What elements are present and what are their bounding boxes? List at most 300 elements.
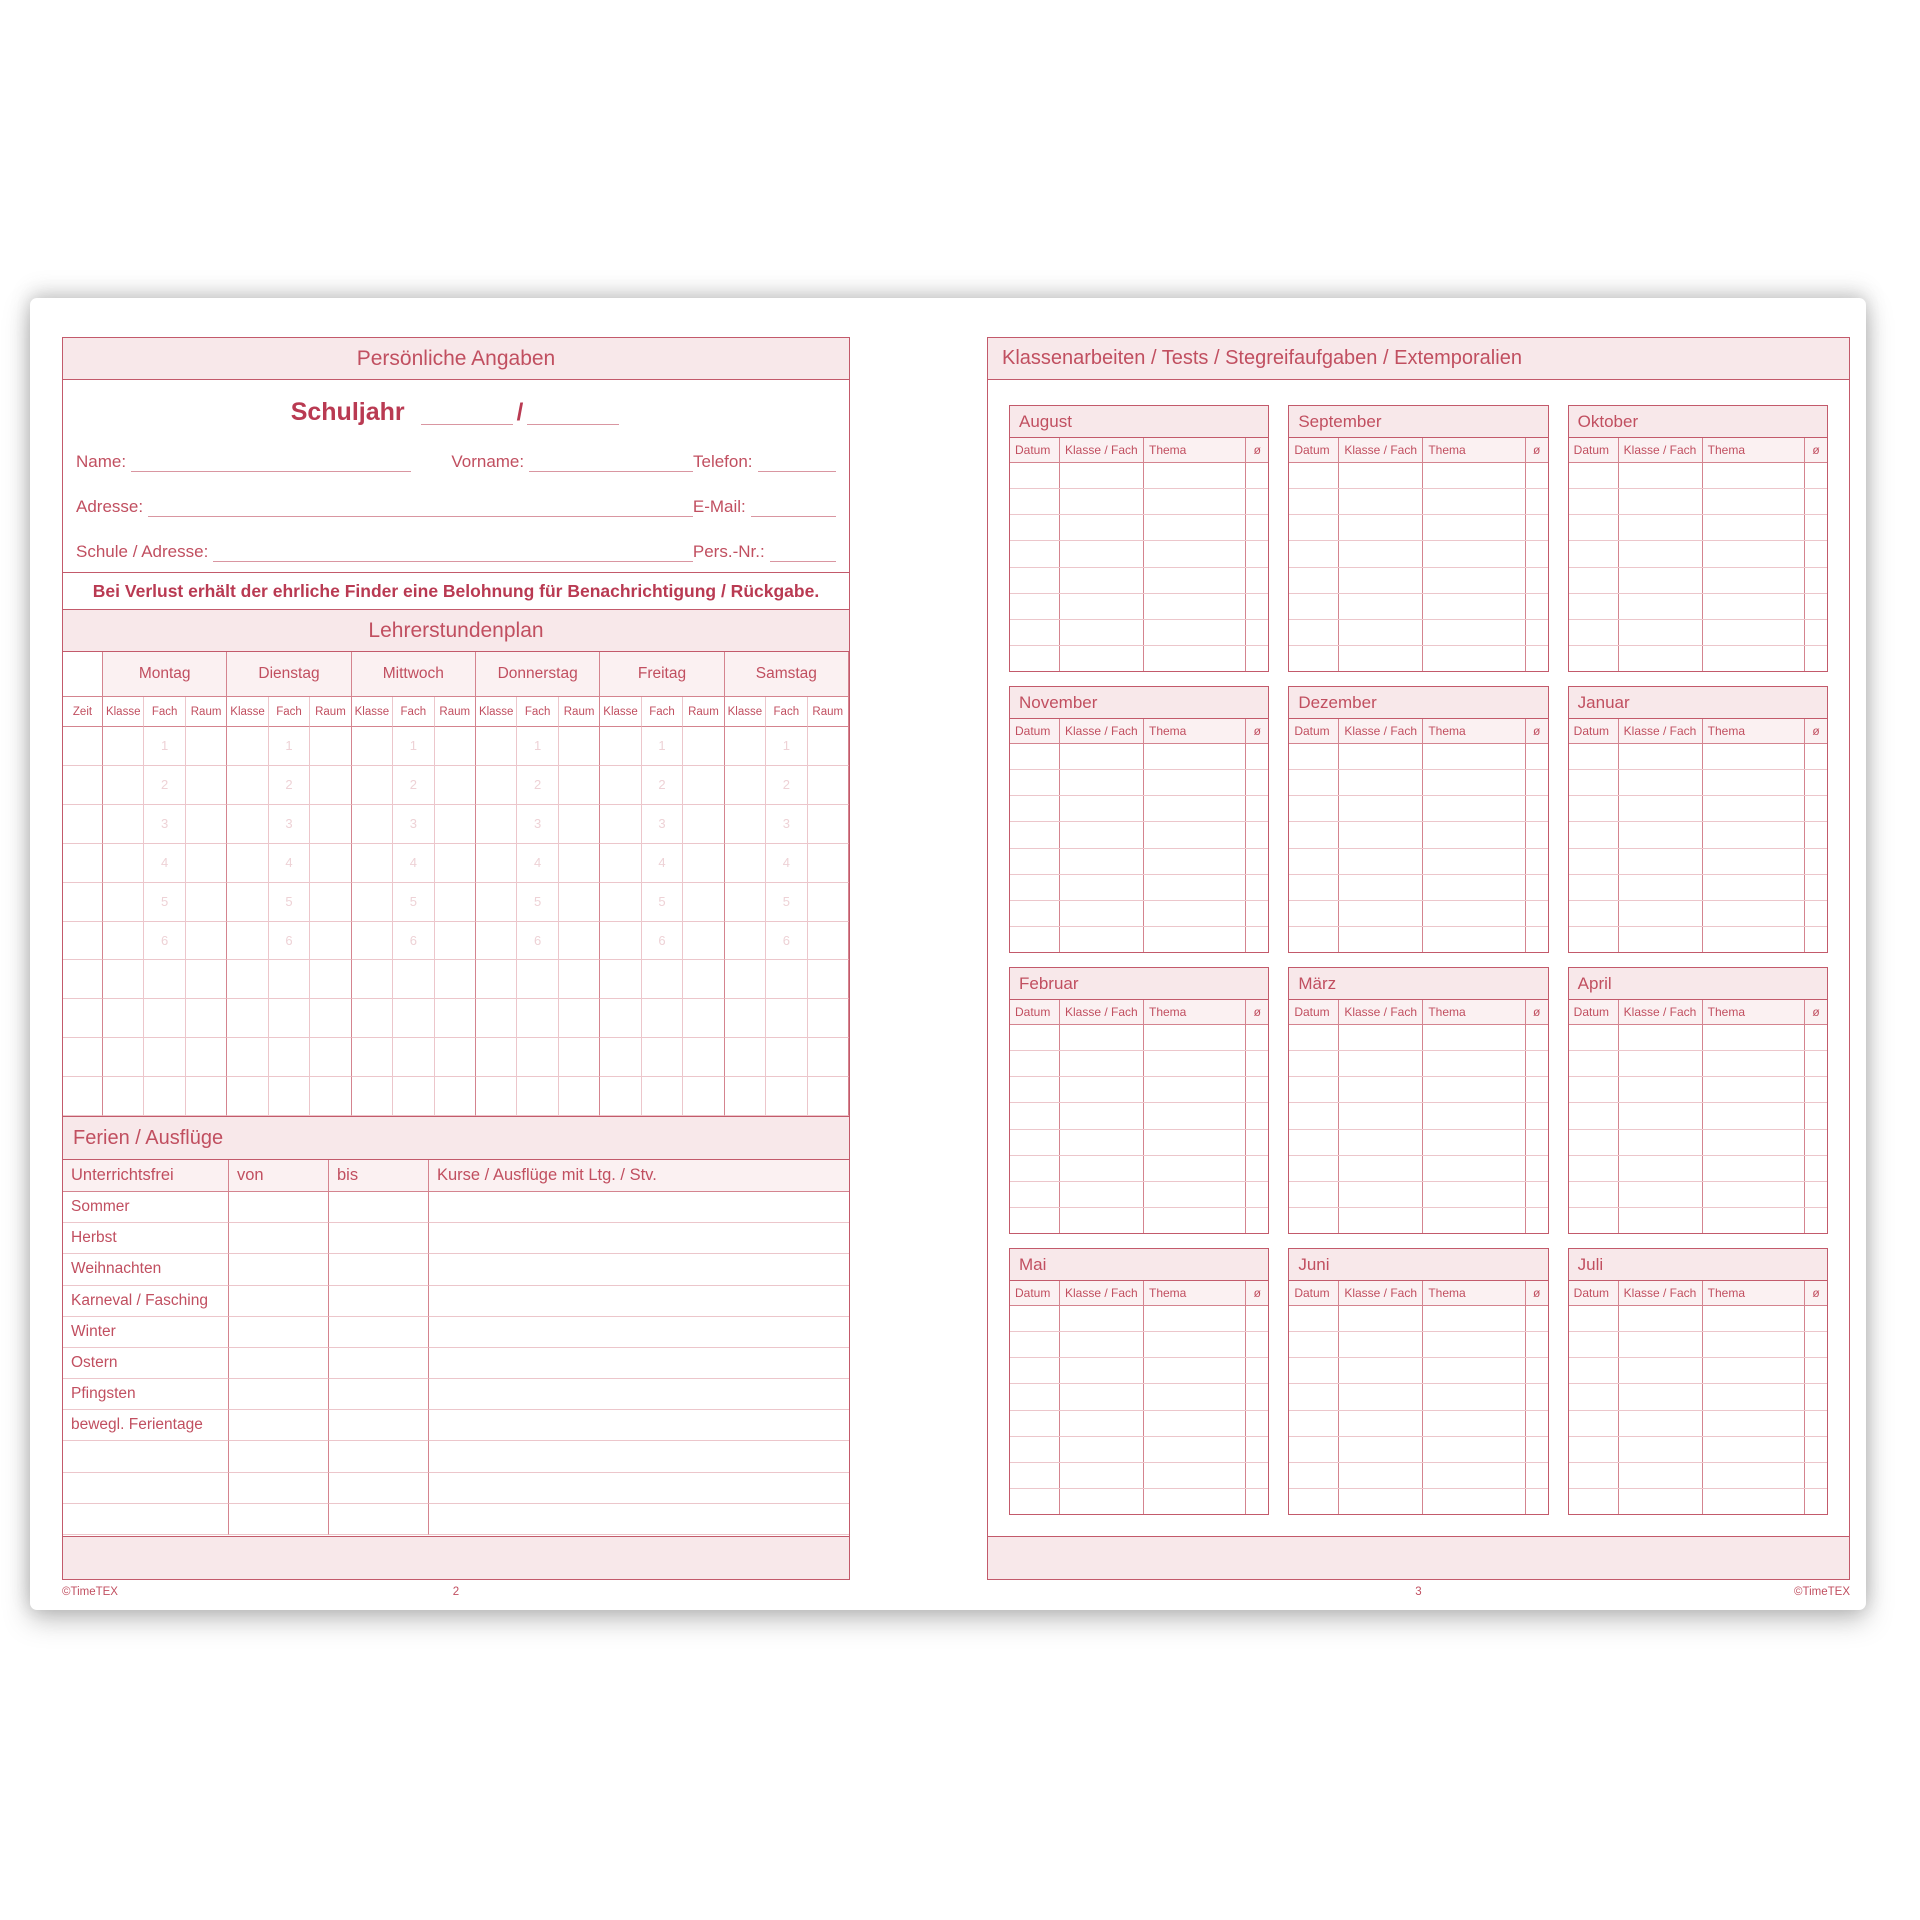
month-cell [1569,1437,1619,1462]
month-cell [1805,620,1827,645]
month-cell [1010,849,1060,874]
timetable-corner-cell [63,652,103,697]
timetable-cell: 4 [269,844,310,883]
month-cell [1010,463,1060,488]
month-col-header: Datum [1289,1000,1339,1024]
month-cell [1805,849,1827,874]
month-column-headers [1010,438,1268,463]
month-cell [1703,646,1805,671]
ferien-cell [329,1504,429,1535]
persnr-label: Pers.-Nr.: [692,542,765,561]
month-col-header: ø [1253,443,1261,457]
month-cell [1619,1489,1703,1514]
month-cell [1569,489,1619,514]
timetable-cell [352,922,393,961]
month-col-header: ø [1532,1005,1541,1019]
schuljahr-blank-first [421,405,513,425]
month-cell [1339,1489,1423,1514]
month-col-header: Thema [1703,1000,1805,1024]
month-cell [1060,541,1144,566]
month-cell [1060,1489,1144,1514]
timetable-zeit-cell [63,1038,103,1077]
month-cell [1805,463,1827,488]
timetable-cell: 5 [517,883,558,922]
month-cell [1805,568,1827,593]
month-cell [1569,1489,1619,1514]
month-cell [1060,1208,1144,1233]
month-cell [1423,620,1525,645]
month-row [1010,463,1268,489]
month-row [1289,875,1547,901]
month-cell [1144,770,1246,795]
month-cell [1805,515,1827,540]
month-col-header: Datum [1289,1281,1339,1305]
ferien-cell [229,1192,329,1223]
timetable-cell [808,960,849,999]
month-cell [1423,875,1525,900]
month-cell [1289,1463,1339,1488]
month-cell [1060,1156,1144,1181]
timetable-subcol-header: Raum [808,697,849,727]
month-cell [1289,875,1339,900]
month-cell [1010,646,1060,671]
month-cell [1619,463,1703,488]
month-col-header: Thema [1144,438,1246,462]
month-col-header: Datum [1569,438,1619,462]
month-cell [1060,744,1144,769]
month-cell [1569,822,1619,847]
timetable-cell [310,883,351,922]
month-cell [1246,1051,1268,1076]
month-cell [1144,1208,1246,1233]
month-row [1569,1463,1827,1489]
month-cell [1569,1358,1619,1383]
month-cell [1619,1130,1703,1155]
ferien-row-label [63,1473,229,1504]
month-cell [1423,594,1525,619]
timetable-cell: 1 [393,727,434,766]
month-row [1569,1437,1827,1463]
month-col-header: Klasse / Fach [1619,1000,1703,1024]
month-cell [1339,568,1423,593]
timetable-cell [227,1077,268,1116]
month-row [1289,1077,1547,1103]
month-table-februar [1009,967,1269,1234]
month-cell [1526,620,1548,645]
timetable-cell [559,960,600,999]
left-copyright: ©TimeTEX [62,1586,118,1598]
month-row [1010,822,1268,848]
timetable-cell: 2 [766,766,807,805]
right-page-number: 3 [1415,1586,1422,1598]
month-cell [1619,1156,1703,1181]
month-cell [1246,1411,1268,1436]
timetable-cell [103,960,144,999]
month-row [1010,1051,1268,1077]
month-cell [1289,489,1339,514]
month-col-header: Datum [1569,1281,1619,1305]
month-row [1010,1463,1268,1489]
month-col-header: Klasse / Fach [1339,438,1423,462]
month-col-header: Klasse / Fach [1339,719,1423,743]
month-cell [1703,1077,1805,1102]
month-cell [1569,463,1619,488]
month-cell [1703,1358,1805,1383]
month-cell [1805,1332,1827,1357]
month-cell [1423,901,1525,926]
vorname-label: Vorname: [451,452,525,471]
month-row [1569,849,1827,875]
timetable-cell [352,999,393,1038]
month-col-header: ø [1532,443,1541,457]
month-cell [1805,796,1827,821]
month-cell [1526,1051,1548,1076]
month-column-headers [1569,719,1827,744]
month-cell [1010,541,1060,566]
month-column-headers [1569,1281,1827,1306]
month-cell [1805,744,1827,769]
month-table-mai [1009,1248,1269,1515]
month-name: Oktober [1569,406,1827,438]
timetable-cell: 5 [144,883,185,922]
month-cell [1246,1463,1268,1488]
month-cell [1423,515,1525,540]
month-row [1010,770,1268,796]
month-cell [1010,1077,1060,1102]
timetable-zeit-cell [63,766,103,805]
month-cell [1569,541,1619,566]
timetable-subcol-header: Fach [766,697,807,727]
month-cell [1339,463,1423,488]
timetable-cell: 1 [144,727,185,766]
month-cell [1703,1156,1805,1181]
month-cell [1289,770,1339,795]
personal-data-section [63,380,849,573]
month-cell [1569,568,1619,593]
timetable-cell [435,960,476,999]
timetable-cell [144,1077,185,1116]
month-cell [1339,594,1423,619]
timetable-cell [683,922,724,961]
timetable-cell [269,1077,310,1116]
ferien-cell [229,1410,329,1441]
month-rows [1569,463,1827,671]
ferien-cell [229,1317,329,1348]
month-cell [1246,1182,1268,1207]
month-cell [1703,541,1805,566]
month-column-headers [1010,719,1268,744]
month-cell [1246,541,1268,566]
month-cell [1526,1130,1548,1155]
month-cell [1144,1156,1246,1181]
ferien-cell [229,1441,329,1472]
timetable-cell [559,727,600,766]
month-col-header: Thema [1703,1281,1805,1305]
timetable-zeit-cell [63,1077,103,1116]
month-cell [1423,568,1525,593]
timetable-zeit-header: Zeit [63,697,103,727]
month-cell [1619,489,1703,514]
timetable-cell: 6 [144,922,185,961]
month-cell [1703,1332,1805,1357]
schule-field [76,542,693,562]
month-cell [1619,1463,1703,1488]
ferien-cell [329,1317,429,1348]
month-cell [1526,796,1548,821]
timetable-cell: 5 [269,883,310,922]
month-cell [1703,796,1805,821]
timetable-cell [103,922,144,961]
month-cell [1526,1332,1548,1357]
month-cell [1144,646,1246,671]
month-cell [1703,515,1805,540]
month-cell [1703,849,1805,874]
timetable-subcol-header: Klasse [352,697,393,727]
timetable-subcol-header: Raum [435,697,476,727]
month-cell [1569,875,1619,900]
month-cell [1526,1077,1548,1102]
month-row [1289,620,1547,646]
month-row [1289,849,1547,875]
month-cell [1619,1358,1703,1383]
month-cell [1144,568,1246,593]
timetable-cell [683,766,724,805]
timetable-cell [186,922,227,961]
month-cell [1010,875,1060,900]
month-rows [1010,1306,1268,1514]
month-cell [1246,1358,1268,1383]
timetable-cell [186,844,227,883]
month-cell [1246,1384,1268,1409]
timetable-cell [476,883,517,922]
timetable-cell [435,766,476,805]
timetable-cell [186,727,227,766]
timetable-cell: 6 [766,922,807,961]
month-cell [1619,568,1703,593]
month-cell [1339,620,1423,645]
month-cell [1805,875,1827,900]
month-cell [1010,1182,1060,1207]
month-cell [1805,1182,1827,1207]
month-row [1289,1156,1547,1182]
month-cell [1060,489,1144,514]
timetable-cell [476,960,517,999]
month-cell [1703,770,1805,795]
timetable-cell [186,1038,227,1077]
ferien-cell [429,1254,849,1285]
month-cell [1289,927,1339,952]
month-row [1010,1156,1268,1182]
month-row [1289,1130,1547,1156]
month-cell [1423,1411,1525,1436]
timetable-zeit-cell [63,922,103,961]
month-cell [1289,463,1339,488]
timetable-day-header-6: Samstag [725,652,849,697]
vorname-blank-line [529,458,693,472]
month-column-headers [1569,1000,1827,1025]
timetable-cell: 4 [766,844,807,883]
timetable-cell [352,883,393,922]
month-cell [1289,1411,1339,1436]
month-column-headers [1010,1281,1268,1306]
ferien-cell [329,1410,429,1441]
month-row [1289,770,1547,796]
timetable-cell [559,922,600,961]
month-cell [1144,849,1246,874]
tests-title: Klassenarbeiten / Tests / Stegreifaufgaben / Extemporalien [1002,347,1522,369]
month-name: September [1289,406,1547,438]
timetable-cell [600,883,641,922]
timetable-cell: 5 [393,883,434,922]
month-cell [1805,1103,1827,1128]
timetable-cell [310,805,351,844]
month-cell [1423,1463,1525,1488]
month-cell [1144,1077,1246,1102]
month-row [1569,541,1827,567]
timetable-cell [435,1077,476,1116]
month-cell [1289,1156,1339,1181]
timetable-cell [725,883,766,922]
month-cell [1246,927,1268,952]
timetable-cell [725,844,766,883]
month-cell [1805,1077,1827,1102]
timetable-cell [600,727,641,766]
month-cell [1060,594,1144,619]
timetable-subcol-header: Klasse [725,697,766,727]
month-cell [1423,646,1525,671]
month-col-header: Klasse / Fach [1060,719,1144,743]
ferien-cell [429,1379,849,1410]
timetable-cell [600,999,641,1038]
timetable-subcol-header: Raum [186,697,227,727]
month-table-september [1288,405,1548,672]
timetable-cell: 4 [642,844,683,883]
month-cell [1246,1025,1268,1050]
timetable-cell [227,883,268,922]
month-cell [1423,1208,1525,1233]
timetable-cell [683,1038,724,1077]
timetable-cell [310,922,351,961]
month-row [1010,620,1268,646]
month-cell [1060,1182,1144,1207]
tests-header-band [988,338,1849,380]
month-col-header: ø [1812,443,1820,457]
month-row [1569,620,1827,646]
month-cell [1246,1306,1268,1331]
month-cell [1144,901,1246,926]
month-cell [1569,849,1619,874]
month-row [1569,770,1827,796]
month-name: Juni [1289,1249,1547,1281]
month-cell [1423,1489,1525,1514]
month-cell [1805,901,1827,926]
timetable-day-header-4: Donnerstag [476,652,600,697]
month-cell [1423,1025,1525,1050]
month-col-header: Klasse / Fach [1060,1000,1144,1024]
timetable-cell: 5 [642,883,683,922]
timetable-cell [476,766,517,805]
timetable-subcol-header: Klasse [600,697,641,727]
timetable-cell [269,1038,310,1077]
timetable-cell [103,766,144,805]
month-col-header: ø [1532,724,1541,738]
timetable-cell [600,922,641,961]
month-name: März [1289,968,1547,1000]
month-cell [1060,770,1144,795]
month-col-header: Datum [1010,1000,1060,1024]
month-cell [1703,927,1805,952]
month-row [1289,1384,1547,1410]
month-cell [1010,620,1060,645]
month-cell [1569,1077,1619,1102]
ferien-cell [229,1286,329,1317]
month-rows [1289,1306,1547,1514]
timetable-cell [352,960,393,999]
month-cell [1526,1103,1548,1128]
month-col-header: ø [1812,1286,1820,1300]
month-col-header: Datum [1569,1000,1619,1024]
month-cell [1010,1384,1060,1409]
month-row [1010,1489,1268,1514]
timetable-cell [517,960,558,999]
month-cell [1144,1437,1246,1462]
month-cell [1144,1130,1246,1155]
month-cell [1423,1156,1525,1181]
month-cell [1010,1103,1060,1128]
month-cell [1339,1358,1423,1383]
month-cell [1010,515,1060,540]
month-cell [1339,541,1423,566]
month-cell [1703,875,1805,900]
left-page [62,337,850,1580]
timetable-cell [766,1038,807,1077]
month-cell [1423,1384,1525,1409]
month-cell [1010,1130,1060,1155]
timetable-cell [103,727,144,766]
ferien-cell [429,1348,849,1379]
month-cell [1010,1411,1060,1436]
timetable-cell [725,727,766,766]
month-cell [1805,822,1827,847]
loss-notice [63,573,849,610]
month-row [1569,1384,1827,1410]
timetable-cell [725,999,766,1038]
timetable-cell [310,999,351,1038]
month-col-header: Klasse / Fach [1339,1281,1423,1305]
timetable-cell [352,727,393,766]
timetable-cell [310,766,351,805]
month-cell [1060,1103,1144,1128]
month-cell [1144,1489,1246,1514]
month-row [1289,594,1547,620]
month-cell [1569,1182,1619,1207]
timetable-cell [600,805,641,844]
timetable-cell [600,1038,641,1077]
month-cell [1010,822,1060,847]
timetable-subcol-header: Klasse [227,697,268,727]
month-cell [1526,1306,1548,1331]
month-col-header: Datum [1569,719,1619,743]
left-page-number: 2 [452,1586,460,1598]
month-cell [1144,822,1246,847]
month-column-headers [1010,1000,1268,1025]
month-cell [1703,1182,1805,1207]
month-cell [1144,927,1246,952]
month-rows [1289,744,1547,952]
ferien-cell [429,1441,849,1472]
month-cell [1703,620,1805,645]
month-cell [1619,1437,1703,1462]
